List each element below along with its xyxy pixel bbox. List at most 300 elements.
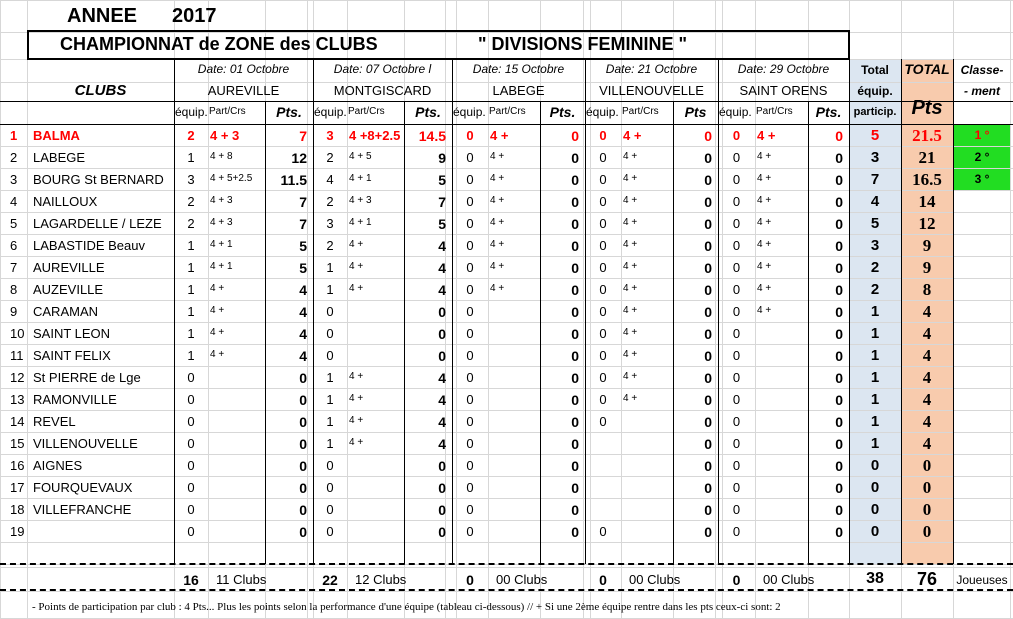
equip-count: 1	[326, 392, 334, 407]
pts-value: 4	[438, 392, 446, 408]
pts-value: 14.5	[418, 128, 446, 144]
grid-hline	[0, 146, 1013, 147]
place-header: VILLENOUVELLE	[599, 83, 704, 98]
equip-count: 0	[599, 392, 607, 407]
part-value: 4 +	[490, 261, 505, 272]
date-header: Date: 21 Octobre	[605, 62, 698, 76]
grid-hline	[0, 410, 1013, 411]
equip-subheader: équip.	[453, 105, 486, 119]
equip-count: 0	[599, 128, 607, 143]
equip-count: 0	[599, 282, 607, 297]
place-header: SAINT ORENS	[739, 83, 828, 98]
equip-count: 3	[326, 128, 334, 143]
equip-count: 0	[732, 524, 741, 539]
equip-count: 1	[326, 436, 334, 451]
total-pts: 0	[922, 456, 932, 475]
equip-count: 0	[599, 370, 607, 385]
row-number: 3	[10, 172, 18, 187]
club-name: RAMONVILLE	[33, 392, 117, 407]
pts-value: 0	[835, 128, 843, 144]
classement-value: 1 °	[974, 128, 990, 142]
equip-count: 0	[466, 480, 474, 495]
equip-count: 1	[187, 238, 195, 253]
row-number: 19	[10, 524, 25, 539]
pts-value: 7	[299, 216, 307, 232]
club-name: AIGNES	[33, 458, 83, 473]
part-value: 4 +	[757, 261, 772, 272]
equip-count: 0	[599, 260, 607, 275]
equip-count: 0	[326, 348, 334, 363]
pts-value: 0	[835, 458, 843, 474]
part-value: 4 +	[623, 261, 638, 272]
grid-hline	[0, 256, 1013, 257]
pts-value: 0	[571, 348, 579, 364]
equip-count: 0	[732, 282, 741, 297]
pts-value: 12	[291, 150, 307, 166]
grid-hline	[0, 278, 1013, 279]
total-equip: 5	[870, 215, 880, 232]
row-number: 16	[10, 458, 25, 473]
equip-count: 0	[732, 194, 741, 209]
pts-value: 0	[835, 216, 843, 232]
pts-value: 0	[704, 128, 712, 144]
pts-value: 0	[835, 172, 843, 188]
equip-count: 0	[599, 216, 607, 231]
club-name: LAGARDELLE / LEZE	[33, 216, 162, 231]
equip-count: 0	[326, 480, 334, 495]
total-clubs-group: 00 Clubs	[629, 572, 681, 587]
pts-value: 0	[835, 370, 843, 386]
total-equip: 4	[870, 193, 880, 210]
total-equip: 2	[870, 281, 880, 298]
grand-total-equip: 38	[866, 570, 884, 587]
part-value: 4 +	[623, 151, 638, 162]
pts-value: 0	[704, 216, 712, 232]
equip-count: 0	[187, 502, 195, 517]
equip-count: 0	[187, 392, 195, 407]
equip-subheader: équip.	[175, 105, 208, 119]
pts-value: 0	[704, 238, 712, 254]
pts-subheader: Pts.	[415, 104, 441, 120]
total-equip: 0	[870, 501, 880, 518]
podium-top	[953, 124, 1010, 125]
pts-value: 0	[835, 480, 843, 496]
equip-count: 0	[466, 260, 474, 275]
grid-hline	[0, 32, 1013, 33]
part-value: 4 +	[490, 217, 505, 228]
total-pts: 0	[922, 522, 932, 541]
equip-count: 1	[326, 414, 334, 429]
equip-count: 0	[466, 524, 474, 539]
pts-value: 0	[835, 326, 843, 342]
part-value: 4 +	[623, 327, 638, 338]
part-value: 4 +	[210, 283, 225, 294]
total-pts: 21.5	[912, 126, 942, 145]
pts-value: 0	[835, 194, 843, 210]
pts-value: 0	[835, 282, 843, 298]
pts-value: 11.5	[280, 172, 307, 188]
pts-subheader: Pts.	[549, 104, 576, 120]
part-value: 4 + 8	[210, 151, 233, 162]
equip-count: 0	[732, 304, 741, 319]
pts-value: 4	[438, 282, 446, 298]
part-subheader: Part/Crs	[756, 106, 793, 117]
pts-value: 5	[438, 216, 446, 232]
equip-count: 0	[599, 326, 607, 341]
pts-value: 0	[835, 150, 843, 166]
pts-value: 0	[571, 370, 579, 386]
pts-value: 5	[299, 238, 307, 254]
club-name: SAINT FELIX	[33, 348, 111, 363]
grid-hline	[0, 0, 1013, 1]
part-value: 4 +	[490, 283, 505, 294]
total-equip: 0	[870, 479, 880, 496]
part-value: 4 +	[623, 173, 638, 184]
pts-value: 4	[438, 436, 446, 452]
row-number: 5	[10, 216, 18, 231]
pts-value: 4	[438, 370, 446, 386]
equip-count: 1	[326, 370, 334, 385]
date-header: Date: 07 Octobre l	[333, 62, 432, 76]
pts-value: 0	[438, 524, 446, 540]
part-value: 4 + 3	[210, 195, 233, 206]
part-value: 4 +	[757, 173, 772, 184]
classement-header-2: - ment	[964, 84, 1000, 98]
part-subheader: Part/Crs	[209, 106, 246, 117]
row-number: 15	[10, 436, 25, 451]
equip-count: 0	[326, 458, 334, 473]
pts-value: 0	[571, 392, 579, 408]
part-value: 4 + 3	[210, 128, 240, 143]
pts-value: 4	[299, 304, 307, 320]
grid-hline	[0, 168, 1013, 169]
pts-value: 0	[571, 238, 579, 254]
total-pts: 4	[922, 368, 932, 387]
club-name: VILLEFRANCHE	[33, 502, 132, 517]
year-label: ANNEE	[67, 5, 138, 27]
row-number: 2	[10, 150, 18, 165]
part-value: 4 +	[210, 349, 225, 360]
title-border-top	[27, 30, 849, 32]
grand-total-pts: 76	[916, 569, 938, 589]
pts-value: 0	[299, 480, 307, 496]
equip-count: 0	[187, 436, 195, 451]
title-border-left	[27, 30, 29, 60]
pts-subheader: Pts	[684, 104, 707, 120]
pts-subheader: Pts.	[276, 104, 302, 120]
equip-count: 4	[326, 172, 334, 187]
part-value: 4 +	[349, 371, 364, 382]
pts-value: 4	[438, 414, 446, 430]
pts-value: 0	[835, 436, 843, 452]
part-value: 4 +	[490, 128, 509, 143]
title-border-bottom	[27, 58, 850, 60]
pts-value: 0	[438, 502, 446, 518]
pts-value: 0	[571, 524, 579, 540]
total-equip: 1	[870, 369, 880, 386]
part-subheader: Part/Crs	[348, 106, 385, 117]
pts-value: 0	[299, 524, 307, 540]
pts-value: 0	[835, 348, 843, 364]
part-value: 4 + 5+2.5	[210, 173, 253, 184]
equip-count: 0	[187, 370, 195, 385]
grid-hline	[0, 344, 1013, 345]
equip-subheader: équip.	[586, 105, 619, 119]
total-pts: 4	[922, 412, 932, 431]
equip-count: 0	[732, 238, 741, 253]
date-header: Date: 29 Octobre	[737, 62, 830, 76]
rows-top-border	[0, 124, 1013, 125]
club-name: NAILLOUX	[33, 194, 98, 209]
page-title: CHAMPIONNAT de ZONE des CLUBS	[60, 34, 378, 54]
club-name: SAINT LEON	[33, 326, 111, 341]
part-value: 4 +	[349, 261, 364, 272]
pts-value: 7	[299, 194, 307, 210]
equip-count: 0	[599, 304, 607, 319]
club-name: CARAMAN	[33, 304, 99, 319]
part-value: 4 +	[623, 349, 638, 360]
row-number: 6	[10, 238, 18, 253]
club-name: AUREVILLE	[33, 260, 105, 275]
part-value: 4 +	[623, 393, 638, 404]
row-number: 4	[10, 194, 18, 209]
club-name: REVEL	[33, 414, 76, 429]
dashed-line	[0, 563, 1013, 565]
part-subheader: Part/Crs	[489, 106, 526, 117]
pts-value: 0	[571, 480, 579, 496]
place-header: AUREVILLE	[207, 83, 280, 98]
grid-hline	[0, 520, 1013, 521]
pts-value: 4	[299, 282, 307, 298]
equip-count: 0	[466, 436, 474, 451]
total-equip: 1	[870, 435, 880, 452]
equip-count: 0	[466, 216, 474, 231]
total-equip-group: 0	[599, 572, 607, 588]
pts-value: 0	[704, 436, 712, 452]
equip-count: 0	[466, 282, 474, 297]
equip-count: 3	[187, 172, 195, 187]
equip-count: 0	[187, 458, 195, 473]
pts-value: 0	[835, 524, 843, 540]
pts-value: 5	[299, 260, 307, 276]
pts-value: 4	[299, 326, 307, 342]
pts-value: 0	[299, 392, 307, 408]
pts-value: 0	[704, 172, 712, 188]
row-number: 18	[10, 502, 25, 517]
equip-header: équip.	[857, 84, 893, 98]
pts-value: 0	[835, 502, 843, 518]
part-subheader: Part/Crs	[622, 106, 659, 117]
part-value: 4 +	[623, 128, 642, 143]
clubs-header: CLUBS	[74, 82, 127, 99]
equip-count: 0	[466, 326, 474, 341]
grid-hline	[0, 366, 1013, 367]
row-number: 11	[10, 348, 24, 363]
part-value: 4 +	[349, 393, 364, 404]
total-pts: 21	[918, 148, 936, 167]
equip-count: 1	[187, 260, 195, 275]
part-value: 4 +	[349, 415, 364, 426]
pts-value: 4	[438, 238, 446, 254]
pts-value: 0	[704, 414, 712, 430]
equip-count: 0	[732, 150, 741, 165]
pts-value: 0	[835, 392, 843, 408]
equip-count: 0	[466, 348, 474, 363]
total-equip: 0	[870, 457, 880, 474]
date-header: Date: 01 Octobre	[197, 62, 290, 76]
pts-value: 0	[571, 172, 579, 188]
part-value: 4 +8+2.5	[349, 128, 401, 143]
pts-value: 0	[571, 304, 579, 320]
equip-count: 0	[466, 458, 474, 473]
club-name: St PIERRE de Lge	[33, 370, 141, 385]
total-clubs-group: 00 Clubs	[496, 572, 548, 587]
part-value: 4 +	[757, 283, 772, 294]
equip-subheader: équip.	[314, 105, 347, 119]
pts-value: 0	[704, 260, 712, 276]
equip-count: 0	[599, 524, 607, 539]
total-pts: 16.5	[912, 170, 942, 189]
grid-vline	[0, 0, 1, 619]
equip-count: 1	[187, 326, 195, 341]
equip-count: 0	[732, 436, 741, 451]
equip-count: 0	[732, 480, 741, 495]
pts-value: 0	[299, 414, 307, 430]
equip-count: 2	[187, 128, 195, 143]
pts-value: 0	[571, 458, 579, 474]
pts-value: 0	[835, 304, 843, 320]
total-equip: 3	[870, 237, 880, 254]
equip-count: 1	[187, 348, 195, 363]
total-pts: 4	[922, 434, 932, 453]
equip-count: 0	[466, 172, 474, 187]
pts-value: 5	[438, 172, 446, 188]
total-header: Total	[861, 63, 889, 77]
equip-count: 0	[732, 260, 741, 275]
pts-value: 0	[571, 436, 579, 452]
grid-hline	[0, 234, 1013, 235]
total-pts: 4	[922, 390, 932, 409]
total-equip-group: 0	[732, 572, 741, 588]
total-pts: 4	[922, 302, 932, 321]
equip-count: 1	[187, 150, 195, 165]
part-value: 4 + 1	[349, 173, 372, 184]
pts-value: 0	[438, 458, 446, 474]
total-pts: 9	[922, 236, 932, 255]
year-value: 2017	[172, 5, 217, 27]
row-number: 13	[10, 392, 25, 407]
row-number: 17	[10, 480, 25, 495]
row-number: 14	[10, 414, 25, 429]
pts-value: 0	[704, 326, 712, 342]
total-equip: 5	[870, 127, 880, 144]
classement-value: 3 °	[974, 172, 990, 186]
footnote: - Points de participation par club : 4 Pts... Plus les points selon la performance d'une équipe (tableau ci-dessous) // + Si une 2ème équipe rentre dans les pts ceux-ci sont: 2	[32, 601, 781, 613]
part-value: 4 +	[757, 151, 772, 162]
part-value: 4 +	[757, 195, 772, 206]
grid-hline	[0, 300, 1013, 301]
equip-count: 2	[326, 194, 334, 209]
dashed-line	[0, 589, 1013, 591]
grid-hline	[0, 498, 1013, 499]
total-pts: 4	[922, 324, 932, 343]
classement-value: 2 °	[974, 150, 990, 164]
place-header: LABEGE	[492, 83, 545, 98]
row-number: 12	[10, 370, 25, 385]
pts-value: 4	[299, 348, 307, 364]
equip-count: 2	[326, 238, 334, 253]
grid-hline	[0, 388, 1013, 389]
equip-count: 0	[466, 392, 474, 407]
part-value: 4 +	[757, 305, 772, 316]
total-equip: 2	[870, 259, 880, 276]
part-value: 4 +	[757, 128, 776, 143]
pts-value: 0	[571, 326, 579, 342]
total-equip: 0	[870, 523, 880, 540]
equip-count: 2	[187, 194, 195, 209]
total-pts: 12	[918, 214, 936, 233]
pts-value: 7	[299, 128, 307, 144]
pts-value: 0	[835, 414, 843, 430]
row-number: 9	[10, 304, 18, 319]
pts-value: 0	[438, 480, 446, 496]
total-equip-group: 0	[466, 572, 474, 588]
total-pts: 0	[922, 478, 932, 497]
pts-value: 0	[704, 370, 712, 386]
club-name: LABASTIDE Beauv	[33, 238, 145, 253]
pts-value: 0	[704, 502, 712, 518]
pts-value: 4	[438, 260, 446, 276]
equip-count: 0	[732, 370, 741, 385]
grid-hline	[0, 476, 1013, 477]
part-value: 4 +	[210, 305, 225, 316]
grid-hline	[0, 212, 1013, 213]
grid-hline	[0, 542, 1013, 543]
equip-count: 0	[732, 392, 741, 407]
title-border-right	[848, 30, 850, 60]
pts-total-header: Pts	[911, 97, 943, 119]
equip-count: 1	[326, 282, 334, 297]
grid-hline	[0, 190, 1013, 191]
pts-value: 7	[438, 194, 446, 210]
part-value: 4 +	[210, 327, 225, 338]
equip-count: 0	[466, 414, 474, 429]
club-name: AUZEVILLE	[33, 282, 104, 297]
pts-value: 0	[299, 436, 307, 452]
equip-count: 0	[732, 326, 741, 341]
pts-value: 0	[704, 458, 712, 474]
equip-count: 2	[326, 150, 334, 165]
equip-count: 0	[599, 172, 607, 187]
equip-count: 0	[466, 370, 474, 385]
club-name: LABEGE	[33, 150, 86, 165]
equip-count: 0	[187, 524, 195, 539]
joueuses-label: Joueuses	[956, 573, 1008, 587]
equip-count: 0	[599, 194, 607, 209]
equip-count: 0	[732, 128, 741, 143]
club-name: BALMA	[33, 128, 80, 143]
total-clubs-group: 12 Clubs	[355, 572, 407, 587]
part-value: 4 +	[623, 371, 638, 382]
equip-count: 0	[466, 150, 474, 165]
pts-value: 0	[704, 348, 712, 364]
pts-value: 0	[571, 216, 579, 232]
pts-value: 9	[438, 150, 446, 166]
total-pts: 9	[922, 258, 932, 277]
part-value: 4 +	[623, 195, 638, 206]
place-header: MONTGISCARD	[333, 83, 432, 98]
total-equip-group: 16	[183, 572, 199, 588]
